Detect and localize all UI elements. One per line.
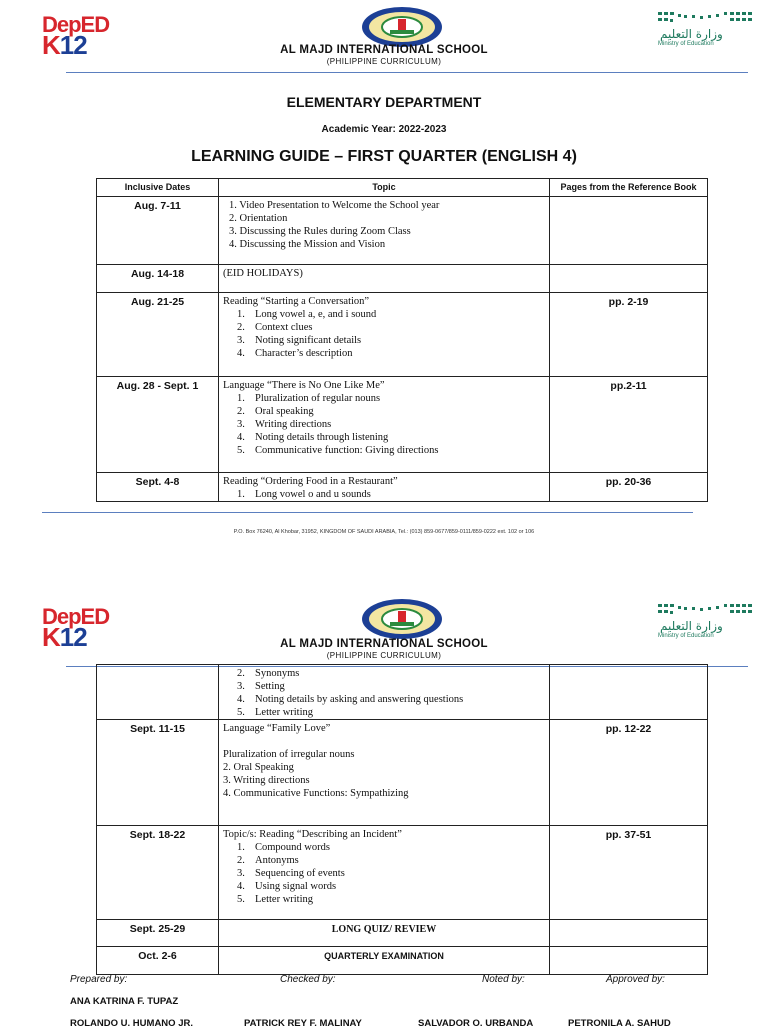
- topic-text: Letter writing: [255, 894, 314, 905]
- topic-line: (EID HOLIDAYS): [223, 268, 303, 279]
- topic-line: [223, 854, 545, 867]
- table-row: [97, 197, 708, 265]
- row-topic: [219, 826, 550, 920]
- row-date: Aug. 21-25: [97, 293, 219, 377]
- ministry-dots-icon: [658, 602, 754, 618]
- topic-line: [223, 431, 545, 444]
- noted-by-label: Noted by:: [482, 974, 525, 985]
- topic-number: 5.: [237, 894, 245, 905]
- row-date: Aug. 14-18: [97, 265, 219, 293]
- row-date: Aug. 7-11: [97, 197, 219, 265]
- topic-line: [223, 880, 545, 893]
- col-dates-header: Inclusive Dates: [97, 179, 219, 197]
- topic-line: [223, 347, 545, 360]
- signatory-name: PETRONILA A. SAHUD: [568, 1018, 671, 1029]
- topic-number: 2.: [237, 668, 245, 679]
- topic-text: Setting: [255, 681, 285, 692]
- checked-by-label: Checked by:: [280, 974, 336, 985]
- topic-line: 1. Video Presentation to Welcome the School year: [229, 200, 440, 211]
- topic-text: Communicative function: Giving directions: [255, 445, 439, 456]
- row-pages: pp. 37-51: [550, 826, 708, 920]
- row-date: Oct. 2-6: [97, 947, 219, 975]
- topic-text: Context clues: [255, 322, 313, 333]
- topic-number: 3.: [237, 419, 245, 430]
- topic-line: [223, 444, 545, 457]
- topic-line: [223, 321, 545, 334]
- guide-table-page2: [96, 664, 708, 975]
- topic-number: 2.: [237, 322, 245, 333]
- row-pages: [550, 197, 708, 265]
- table-row: [97, 920, 708, 947]
- row-pages: pp.2-11: [550, 377, 708, 473]
- topic-line: 3. Writing directions: [223, 775, 310, 786]
- table-row: [97, 377, 708, 473]
- row-topic: [219, 720, 550, 826]
- footer-rule: [42, 512, 693, 513]
- school-seal-icon: [360, 598, 444, 640]
- topic-number: 3.: [237, 335, 245, 346]
- topic-line: Language “Family Love”: [223, 723, 331, 734]
- col-topic-header: Topic: [219, 179, 550, 197]
- topic-line: [223, 488, 545, 501]
- ministry-english: Ministry of Education: [658, 41, 714, 47]
- row-date: Sept. 11-15: [97, 720, 219, 826]
- topic-line: Pluralization of irregular nouns: [223, 749, 355, 760]
- row-topic: [219, 473, 550, 502]
- topic-line: [223, 667, 545, 680]
- topic-text: Noting details by asking and answering questions: [255, 694, 464, 705]
- topic-line: [223, 392, 545, 405]
- topic-line: [223, 405, 545, 418]
- header-rule: [66, 72, 748, 73]
- signatory-name: PATRICK REY F. MALINAY: [244, 1018, 362, 1029]
- k12-wordmark: K12: [42, 30, 87, 60]
- topic-number: 3.: [237, 868, 245, 879]
- prepared-by-name: ANA KATRINA F. TUPAZ: [70, 996, 179, 1007]
- topic-text: Character’s description: [255, 348, 353, 359]
- topic-number: 1.: [237, 309, 245, 320]
- topic-text: Letter writing: [255, 707, 314, 718]
- ministry-logo: [656, 10, 756, 50]
- table-row: [97, 665, 708, 720]
- row-topic: [219, 197, 550, 265]
- ministry-arabic: وزارة التعليم: [660, 619, 723, 633]
- row-topic: [219, 665, 550, 720]
- topic-number: 4.: [237, 694, 245, 705]
- topic-line: [223, 418, 545, 431]
- topic-number: 4.: [237, 348, 245, 359]
- topic-number: 1.: [237, 393, 245, 404]
- table-body-page1: [97, 197, 708, 502]
- department-title: ELEMENTARY DEPARTMENT: [286, 94, 482, 110]
- topic-number: 4.: [237, 881, 245, 892]
- prepared-by-label: Prepared by:: [70, 974, 128, 985]
- guide-title: LEARNING GUIDE – FIRST QUARTER (ENGLISH 4): [191, 148, 577, 165]
- signatory-name: ROLANDO U. HUMANO JR.: [70, 1018, 193, 1029]
- topic-text: Sequencing of events: [255, 868, 345, 879]
- topic-line: 3. Discussing the Rules during Zoom Class: [229, 226, 411, 237]
- row-date: Sept. 4-8: [97, 473, 219, 502]
- k12-wordmark: K12: [42, 622, 87, 652]
- topic-number: 1.: [237, 489, 245, 500]
- ministry-logo: [656, 602, 756, 642]
- topic-line: Reading “Starting a Conversation”: [223, 296, 370, 307]
- row-topic: [219, 377, 550, 473]
- row-topic: [219, 293, 550, 377]
- topic-line: [223, 680, 545, 693]
- curriculum-label: (PHILIPPINE CURRICULUM): [326, 651, 442, 660]
- row-pages: pp. 20-36: [550, 473, 708, 502]
- table-header-row: [97, 179, 708, 197]
- ministry-dots-icon: [658, 10, 754, 26]
- col-pages-header: Pages from the Reference Book: [550, 179, 708, 197]
- academic-year: Academic Year: 2022-2023: [321, 124, 447, 135]
- row-date: [97, 665, 219, 720]
- guide-table-page1: [96, 178, 708, 502]
- topic-line: [223, 841, 545, 854]
- row-date: Sept. 18-22: [97, 826, 219, 920]
- row-pages: [550, 665, 708, 720]
- table-body-page2: [97, 665, 708, 920]
- topic-line: [223, 735, 545, 748]
- ministry-english: Ministry of Education: [658, 633, 714, 639]
- row-topic: LONG QUIZ/ REVIEW: [219, 920, 550, 947]
- topic-text: Long vowel o and u sounds: [255, 489, 371, 500]
- topic-number: 3.: [237, 681, 245, 692]
- table-row: [97, 720, 708, 826]
- row-pages: [550, 947, 708, 975]
- topic-text: Long vowel a, e, and i sound: [255, 309, 377, 320]
- topic-line: [223, 893, 545, 906]
- school-name: AL MAJD INTERNATIONAL SCHOOL: [280, 638, 488, 650]
- topic-text: Noting significant details: [255, 335, 362, 346]
- school-seal-icon: [360, 6, 444, 48]
- topic-text: Pluralization of regular nouns: [255, 393, 381, 404]
- topic-number: 5.: [237, 445, 245, 456]
- table-row: [97, 473, 708, 502]
- topic-line: Language “There is No One Like Me”: [223, 380, 385, 391]
- topic-line: [223, 308, 545, 321]
- page1-header: [0, 6, 768, 78]
- topic-line: 2. Orientation: [229, 213, 288, 224]
- footer-address: P.O. Box 76240, Al Khobar, 31952, KINGDOM OF SAUDI ARABIA, Tel.: (013) 859-0677/859-0111/859-0222 ext. 102 or 106: [233, 529, 535, 535]
- topic-text: Using signal words: [255, 881, 337, 892]
- topic-line: [223, 867, 545, 880]
- row-pages: pp. 12-22: [550, 720, 708, 826]
- row-pages: pp. 2-19: [550, 293, 708, 377]
- topic-line: Reading “Ordering Food in a Restaurant”: [223, 476, 398, 487]
- table-row: [97, 293, 708, 377]
- table-row: [97, 947, 708, 975]
- topic-line: [223, 334, 545, 347]
- topic-number: 2.: [237, 855, 245, 866]
- topic-text: Antonyms: [255, 855, 299, 866]
- row-date: Aug. 28 - Sept. 1: [97, 377, 219, 473]
- row-pages: [550, 265, 708, 293]
- row-pages: [550, 920, 708, 947]
- deped-wordmark: DepED: [42, 604, 110, 629]
- topic-number: 5.: [237, 707, 245, 718]
- topic-text: Noting details through listening: [255, 432, 389, 443]
- signatory-name: SALVADOR O. URBANDA: [418, 1018, 534, 1029]
- table-row: [97, 265, 708, 293]
- topic-text: Synonyms: [255, 668, 300, 679]
- table-row: [97, 826, 708, 920]
- topic-line: [223, 706, 545, 719]
- topic-line: 4. Discussing the Mission and Vision: [229, 239, 386, 250]
- topic-text: Writing directions: [255, 419, 332, 430]
- deped-wordmark: DepED: [42, 12, 110, 37]
- topic-line: Topic/s: Reading “Describing an Incident”: [223, 829, 402, 840]
- topic-line: 2. Oral Speaking: [223, 762, 294, 773]
- curriculum-label: (PHILIPPINE CURRICULUM): [326, 57, 442, 66]
- topic-number: 2.: [237, 406, 245, 417]
- page2-header: [0, 598, 768, 670]
- topic-line: 4. Communicative Functions: Sympathizing: [223, 788, 409, 799]
- row-topic: QUARTERLY EXAMINATION: [219, 947, 550, 975]
- topic-number: 4.: [237, 432, 245, 443]
- topic-text: Compound words: [255, 842, 330, 853]
- row-topic: [219, 265, 550, 293]
- school-name: AL MAJD INTERNATIONAL SCHOOL: [280, 44, 488, 56]
- topic-line: [223, 693, 545, 706]
- topic-text: Oral speaking: [255, 406, 314, 417]
- topic-number: 1.: [237, 842, 245, 853]
- row-date: Sept. 25-29: [97, 920, 219, 947]
- approved-by-label: Approved by:: [606, 974, 665, 985]
- ministry-arabic: وزارة التعليم: [660, 27, 723, 41]
